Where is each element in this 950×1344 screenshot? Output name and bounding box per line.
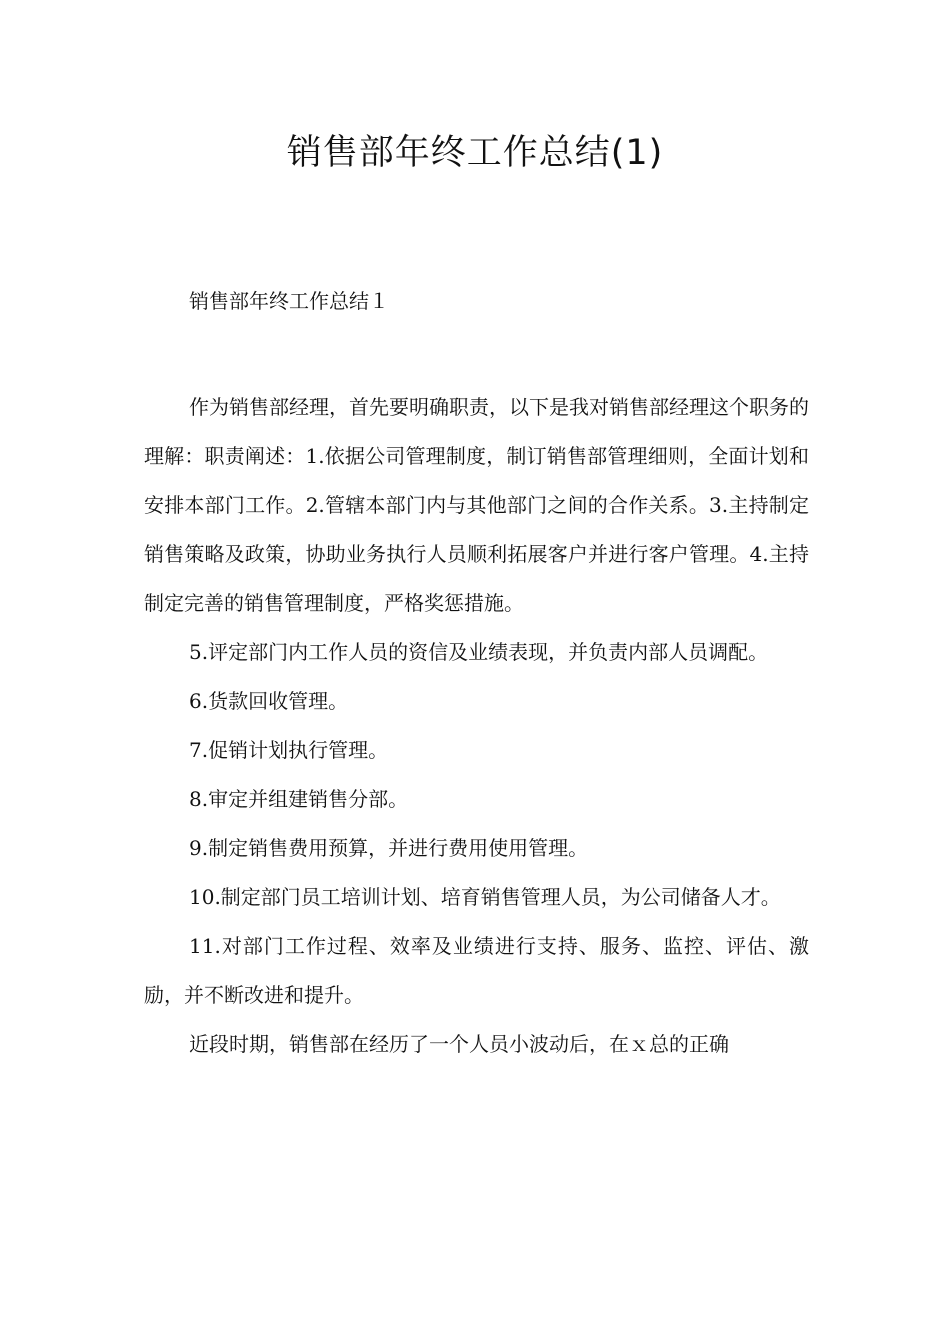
document-title: 销售部年终工作总结(1) (286, 133, 664, 173)
paragraph-recent-period: 近段时期，销售部在经历了一个人员小波动后，在ｘ总的正确 (189, 1032, 729, 1056)
paragraph-duties: 作为销售部经理，首先要明确职责，以下是我对销售部经理这个职务的理解：职责阐述：1.依据公司管理制度，制订销售部管理细则，全面计划和安排本部门工作。2.管辖本部门内与其他部门之间的合作关系。3.主持制定销售策略及政策，协助业务执行人员顺利拓展客户并进行客户管理。4.主持制定完善的销售管理制度，严格奖惩措施。 (144, 395, 809, 615)
paragraph-item-10: 10.制定部门员工培训计划、培育销售管理人员，为公司储备人才。 (189, 885, 781, 909)
paragraph-item-7: 7.促销计划执行管理。 (189, 738, 389, 762)
paragraph-item-5: 5.评定部门内工作人员的资信及业绩表现，并负责内部人员调配。 (189, 640, 769, 664)
paragraph-item-6: 6.货款回收管理。 (189, 689, 349, 713)
document-body (144, 383, 809, 1069)
paragraph-item-9: 9.制定销售费用预算，并进行费用使用管理。 (189, 836, 589, 860)
section-heading: 销售部年终工作总结１ (189, 289, 389, 313)
paragraph-item-8: 8.审定并组建销售分部。 (189, 787, 409, 811)
paragraph-item-11: 11.对部门工作过程、效率及业绩进行支持、服务、监控、评估、激励，并不断改进和提升。 (144, 934, 809, 1007)
